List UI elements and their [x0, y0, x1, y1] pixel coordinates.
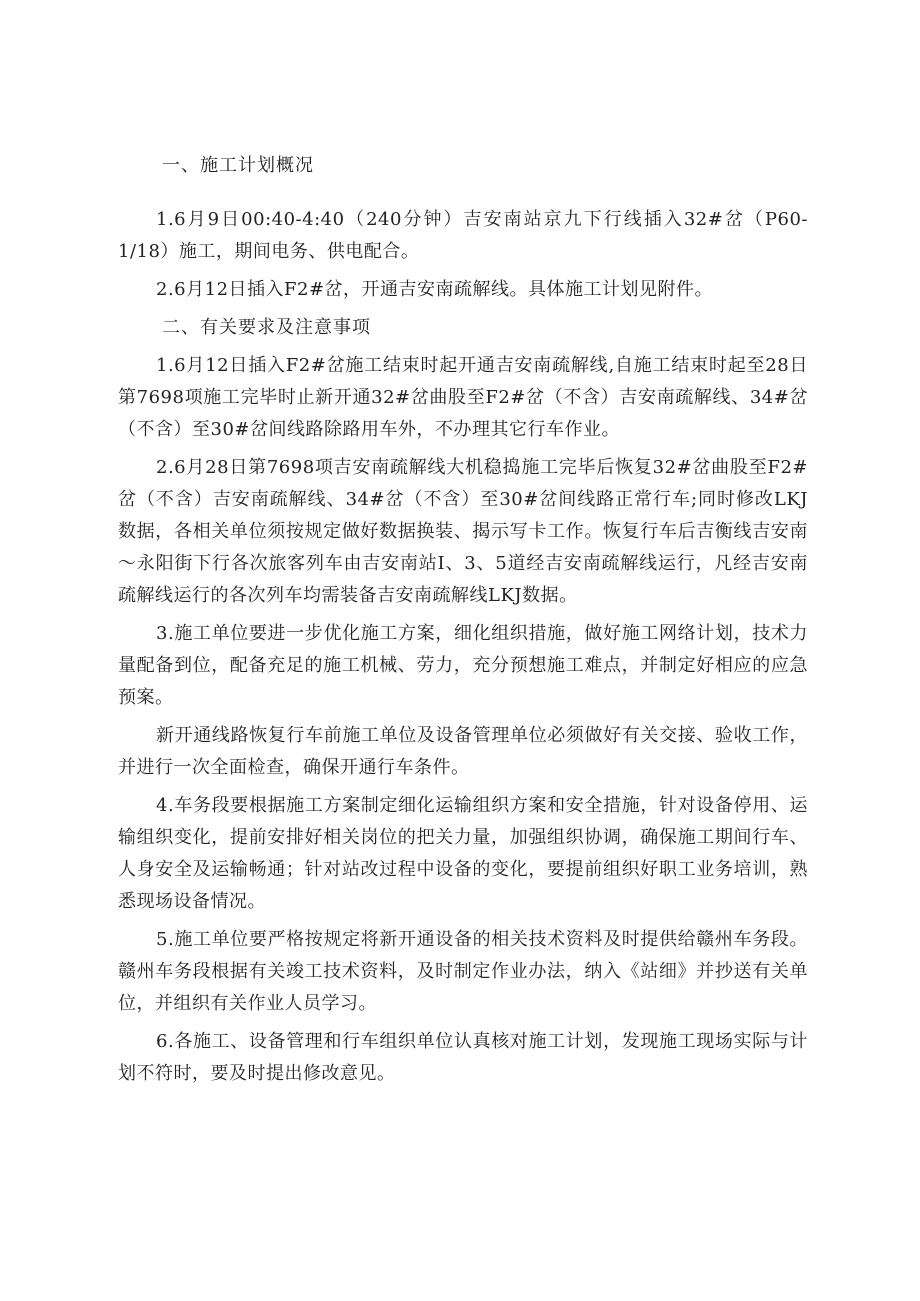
paragraph-item: 4.车务段要根据施工方案制定细化运输组织方案和安全措施，针对设备停用、运输组织变化，提前安排好相关岗位的把关力量，加强组织协调，确保施工期间行车、人身安全及运输畅通；针对站改过程中设备的变化，要提前组织好职工业务培训，熟悉现场设备情况。	[118, 795, 808, 912]
section-heading-overview: 一、施工计划概况	[162, 155, 314, 176]
paragraph-item: 新开通线路恢复行车前施工单位及设备管理单位必须做好有关交接、验收工作，并进行一次全面检查，确保开通行车条件。	[118, 725, 808, 778]
paragraph-item: 1.6月12日插入F2#岔施工结束时起开通吉安南疏解线,自施工结束时起至28日第7698项施工完毕时止新开通32#岔曲股至F2#岔（不含）吉安南疏解线、34#岔（不含）至30#岔间线路除路用车外，不办理其它行车作业。	[118, 355, 808, 440]
paragraph-item: 5.施工单位要严格按规定将新开通设备的相关技术资料及时提供给赣州车务段。赣州车务段根据有关竣工技术资料，及时制定作业办法，纳入《站细》并抄送有关单位，并组织有关作业人员学习。	[118, 929, 808, 1014]
paragraph-item: 2.6月12日插入F2#岔，开通吉安南疏解线。具体施工计划见附件。	[156, 279, 714, 300]
section-heading-requirements: 二、有关要求及注意事项	[162, 317, 371, 338]
paragraph-item: 3.施工单位要进一步优化施工方案，细化组织措施，做好施工网络计划，技术力量配备到位，配备充足的施工机械、劳力，充分预想施工难点，并制定好相应的应急预案。	[118, 623, 808, 708]
document-body	[118, 150, 808, 1096]
paragraph-item: 1.6月9日00:40-4:40（240分钟）吉安南站京九下行线插入32#岔（P60-1/18）施工，期间电务、供电配合。	[118, 209, 808, 262]
paragraph-item: 6.各施工、设备管理和行车组织单位认真核对施工计划，发现施工现场实际与计划不符时，要及时提出修改意见。	[118, 1031, 808, 1084]
paragraph-item: 2.6月28日第7698项吉安南疏解线大机稳捣施工完毕后恢复32#岔曲股至F2#岔（不含）吉安南疏解线、34#岔（不含）至30#岔间线路正常行车;同时修改LKJ数据，各相关单位须按规定做好数据换装、揭示写卡工作。恢复行车后吉衡线吉安南～永阳街下行各次旅客列车由吉安南站Ⅰ、3、5道经吉安南疏解线运行，凡经吉安南疏解线运行的各次列车均需装备吉安南疏解线LKJ数据。	[118, 457, 808, 606]
